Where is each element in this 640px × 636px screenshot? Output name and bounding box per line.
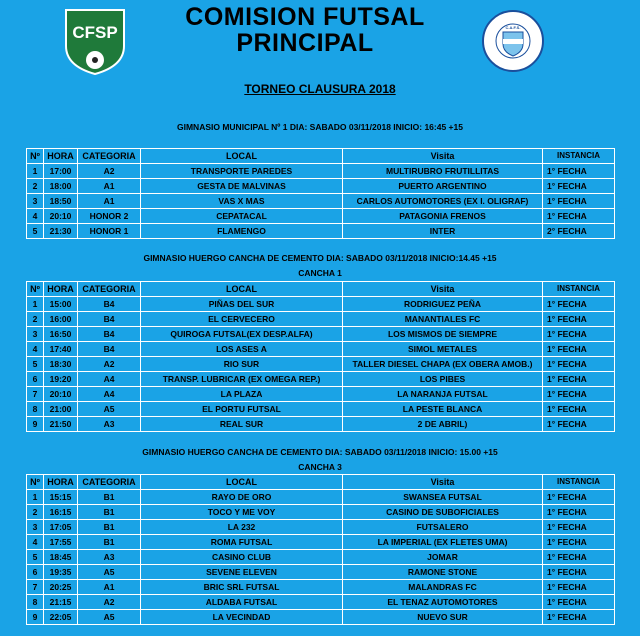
fixture-rows	[27, 164, 615, 239]
court-heading: CANCHA 3	[298, 462, 342, 472]
table-row	[27, 610, 615, 625]
match-visiting-team: 2 DE ABRIL)	[343, 417, 543, 432]
match-number: 5	[27, 550, 44, 565]
col-visita: Visita	[343, 149, 543, 164]
match-local-team: RIO SUR	[141, 357, 343, 372]
match-local-team: TRANSP. LUBRICAR (EX OMEGA REP.)	[141, 372, 343, 387]
col-visita: Visita	[343, 282, 543, 297]
match-instancia: 1° FECHA	[543, 550, 615, 565]
match-local-team: QUIROGA FUTSAL(EX DESP.ALFA)	[141, 327, 343, 342]
table-row	[27, 505, 615, 520]
match-visiting-team: NUEVO SUR	[343, 610, 543, 625]
match-number: 5	[27, 357, 44, 372]
match-time: 15:15	[44, 490, 78, 505]
match-local-team: REAL SUR	[141, 417, 343, 432]
match-instancia: 1° FECHA	[543, 402, 615, 417]
table-row	[27, 297, 615, 312]
match-instancia: 1° FECHA	[543, 342, 615, 357]
match-time: 21:30	[44, 224, 78, 239]
table-row	[27, 179, 615, 194]
match-local-team: EL PORTU FUTSAL	[141, 402, 343, 417]
match-time: 16:15	[44, 505, 78, 520]
match-instancia: 1° FECHA	[543, 164, 615, 179]
match-time: 17:00	[44, 164, 78, 179]
match-category: B4	[78, 342, 141, 357]
match-number: 7	[27, 387, 44, 402]
match-number: 1	[27, 297, 44, 312]
match-time: 18:45	[44, 550, 78, 565]
col-number: Nº	[27, 282, 44, 297]
col-category: CATEGORIA	[78, 475, 141, 490]
match-visiting-team: SWANSEA FUTSAL	[343, 490, 543, 505]
col-instancia: INSTANCIA	[543, 282, 615, 297]
table-row	[27, 357, 615, 372]
col-local: LOCAL	[141, 475, 343, 490]
match-instancia: 1° FECHA	[543, 610, 615, 625]
match-time: 18:50	[44, 194, 78, 209]
match-number: 8	[27, 402, 44, 417]
match-number: 4	[27, 342, 44, 357]
table-row	[27, 312, 615, 327]
table-row	[27, 342, 615, 357]
table-row	[27, 565, 615, 580]
match-category: B1	[78, 505, 141, 520]
match-visiting-team: SIMOL METALES	[343, 342, 543, 357]
col-time: HORA	[44, 475, 78, 490]
match-time: 16:00	[44, 312, 78, 327]
col-number: Nº	[27, 475, 44, 490]
match-number: 4	[27, 209, 44, 224]
match-category: A5	[78, 402, 141, 417]
col-time: HORA	[44, 282, 78, 297]
match-local-team: LA VECINDAD	[141, 610, 343, 625]
col-instancia: INSTANCIA	[543, 149, 615, 164]
match-visiting-team: CASINO DE SUBOFICIALES	[343, 505, 543, 520]
match-visiting-team: INTER	[343, 224, 543, 239]
match-number: 3	[27, 194, 44, 209]
match-instancia: 1° FECHA	[543, 520, 615, 535]
match-visiting-team: LA IMPERIAL (EX FLETES UMA)	[343, 535, 543, 550]
match-category: HONOR 2	[78, 209, 141, 224]
match-local-team: ALDABA FUTSAL	[141, 595, 343, 610]
match-local-team: LA 232	[141, 520, 343, 535]
match-number: 9	[27, 610, 44, 625]
col-local: LOCAL	[141, 149, 343, 164]
match-instancia: 1° FECHA	[543, 595, 615, 610]
match-time: 19:20	[44, 372, 78, 387]
table-header-row	[27, 149, 615, 164]
match-visiting-team: MULTIRUBRO FRUTILLITAS	[343, 164, 543, 179]
match-number: 1	[27, 164, 44, 179]
match-number: 6	[27, 565, 44, 580]
venue-heading: GIMNASIO HUERGO CANCHA DE CEMENTO DIA: SABADO 03/11/2018 INICIO:14.45 +15	[143, 253, 497, 263]
match-local-team: FLAMENGO	[141, 224, 343, 239]
match-visiting-team: LOS PIBES	[343, 372, 543, 387]
page-title	[140, 4, 470, 56]
match-local-team: PIÑAS DEL SUR	[141, 297, 343, 312]
match-local-team: GESTA DE MALVINAS	[141, 179, 343, 194]
venue-heading: GIMNASIO MUNICIPAL Nº 1 DIA: SABADO 03/11/2018 INICIO: 16:45 +15	[177, 122, 463, 132]
match-time: 19:35	[44, 565, 78, 580]
match-category: B4	[78, 297, 141, 312]
match-category: A2	[78, 595, 141, 610]
match-number: 2	[27, 312, 44, 327]
col-time: HORA	[44, 149, 78, 164]
table-header-row	[27, 475, 615, 490]
match-local-team: VAS X MAS	[141, 194, 343, 209]
title-line-2: PRINCIPAL	[236, 29, 374, 57]
match-time: 16:50	[44, 327, 78, 342]
match-category: B4	[78, 327, 141, 342]
match-instancia: 1° FECHA	[543, 194, 615, 209]
page-header	[0, 0, 640, 80]
match-instancia: 1° FECHA	[543, 505, 615, 520]
venue-heading: GIMNASIO HUERGO CANCHA DE CEMENTO DIA: SABADO 03/11/2018 INICIO: 15.00 +15	[142, 447, 498, 457]
match-number: 3	[27, 327, 44, 342]
match-time: 18:00	[44, 179, 78, 194]
match-local-team: ROMA FUTSAL	[141, 535, 343, 550]
match-time: 15:00	[44, 297, 78, 312]
table-row	[27, 387, 615, 402]
match-local-team: EL CERVECERO	[141, 312, 343, 327]
match-instancia: 1° FECHA	[543, 312, 615, 327]
match-local-team: TRANSPORTE PAREDES	[141, 164, 343, 179]
col-number: Nº	[27, 149, 44, 164]
match-category: A1	[78, 179, 141, 194]
match-category: A3	[78, 550, 141, 565]
table-row	[27, 417, 615, 432]
match-visiting-team: MALANDRAS FC	[343, 580, 543, 595]
table-header-row	[27, 282, 615, 297]
match-instancia: 1° FECHA	[543, 387, 615, 402]
col-category: CATEGORIA	[78, 282, 141, 297]
match-visiting-team: RODRIGUEZ PEÑA	[343, 297, 543, 312]
match-visiting-team: PUERTO ARGENTINO	[343, 179, 543, 194]
title-line-1: COMISION FUTSAL	[185, 3, 425, 31]
match-visiting-team: LA PESTE BLANCA	[343, 402, 543, 417]
match-category: A5	[78, 610, 141, 625]
match-local-team: TOCO Y ME VOY	[141, 505, 343, 520]
col-instancia: INSTANCIA	[543, 475, 615, 490]
match-category: A2	[78, 357, 141, 372]
match-time: 21:00	[44, 402, 78, 417]
match-category: B4	[78, 312, 141, 327]
fixture-table	[26, 474, 615, 625]
match-category: A4	[78, 372, 141, 387]
match-instancia: 1° FECHA	[543, 535, 615, 550]
match-time: 22:05	[44, 610, 78, 625]
col-local: LOCAL	[141, 282, 343, 297]
match-visiting-team: RAMONE STONE	[343, 565, 543, 580]
match-time: 18:30	[44, 357, 78, 372]
match-visiting-team: JOMAR	[343, 550, 543, 565]
match-visiting-team: CARLOS AUTOMOTORES (EX I. OLIGRAF)	[343, 194, 543, 209]
table-row	[27, 550, 615, 565]
match-number: 1	[27, 490, 44, 505]
match-number: 7	[27, 580, 44, 595]
match-number: 8	[27, 595, 44, 610]
match-instancia: 1° FECHA	[543, 490, 615, 505]
table-row	[27, 209, 615, 224]
match-number: 9	[27, 417, 44, 432]
match-instancia: 1° FECHA	[543, 209, 615, 224]
match-visiting-team: FUTSALERO	[343, 520, 543, 535]
match-category: B1	[78, 520, 141, 535]
match-local-team: BRIC SRL FUTSAL	[141, 580, 343, 595]
cfsp-logo-text: CFSP	[72, 23, 118, 42]
match-instancia: 1° FECHA	[543, 372, 615, 387]
table-row	[27, 164, 615, 179]
match-time: 17:55	[44, 535, 78, 550]
match-category: HONOR 1	[78, 224, 141, 239]
fixture-table	[26, 281, 615, 432]
table-row	[27, 402, 615, 417]
match-number: 2	[27, 179, 44, 194]
table-row	[27, 520, 615, 535]
match-time: 17:05	[44, 520, 78, 535]
match-instancia: 1° FECHA	[543, 565, 615, 580]
match-time: 17:40	[44, 342, 78, 357]
match-visiting-team: LA NARANJA FUTSAL	[343, 387, 543, 402]
table-row	[27, 327, 615, 342]
match-local-team: CASINO CLUB	[141, 550, 343, 565]
fixture-table	[26, 148, 615, 239]
match-time: 21:15	[44, 595, 78, 610]
court-heading: CANCHA 1	[298, 268, 342, 278]
match-time: 21:50	[44, 417, 78, 432]
match-visiting-team: TALLER DIESEL CHAPA (EX OBERA AMOB.)	[343, 357, 543, 372]
match-visiting-team: PATAGONIA FRENOS	[343, 209, 543, 224]
match-instancia: 2° FECHA	[543, 224, 615, 239]
match-visiting-team: MANANTIALES FC	[343, 312, 543, 327]
table-row	[27, 224, 615, 239]
match-number: 5	[27, 224, 44, 239]
cafs-logo	[482, 10, 544, 72]
match-time: 20:10	[44, 209, 78, 224]
match-local-team: LA PLAZA	[141, 387, 343, 402]
table-row	[27, 490, 615, 505]
table-row	[27, 372, 615, 387]
fixture-rows	[27, 490, 615, 625]
match-local-team: RAYO DE ORO	[141, 490, 343, 505]
match-local-team: LOS ASES A	[141, 342, 343, 357]
match-instancia: 1° FECHA	[543, 297, 615, 312]
cfsp-logo	[60, 6, 130, 76]
match-number: 4	[27, 535, 44, 550]
match-category: A2	[78, 164, 141, 179]
table-row	[27, 194, 615, 209]
match-number: 3	[27, 520, 44, 535]
match-number: 6	[27, 372, 44, 387]
match-category: A1	[78, 194, 141, 209]
tournament-title: TORNEO CLAUSURA 2018	[244, 82, 396, 96]
cafs-logo-abbrev: C.A.F.S.	[505, 25, 521, 30]
match-visiting-team: EL TENAZ AUTOMOTORES	[343, 595, 543, 610]
match-category: A5	[78, 565, 141, 580]
match-category: A4	[78, 387, 141, 402]
match-category: A3	[78, 417, 141, 432]
match-time: 20:10	[44, 387, 78, 402]
match-time: 20:25	[44, 580, 78, 595]
col-category: CATEGORIA	[78, 149, 141, 164]
table-row	[27, 595, 615, 610]
match-category: B1	[78, 490, 141, 505]
col-visita: Visita	[343, 475, 543, 490]
match-instancia: 1° FECHA	[543, 179, 615, 194]
table-row	[27, 580, 615, 595]
table-row	[27, 535, 615, 550]
fixture-rows	[27, 297, 615, 432]
match-visiting-team: LOS MISMOS DE SIEMPRE	[343, 327, 543, 342]
match-local-team: SEVENE ELEVEN	[141, 565, 343, 580]
match-instancia: 1° FECHA	[543, 417, 615, 432]
match-instancia: 1° FECHA	[543, 580, 615, 595]
match-category: A1	[78, 580, 141, 595]
match-local-team: CEPATACAL	[141, 209, 343, 224]
match-instancia: 1° FECHA	[543, 327, 615, 342]
match-category: B1	[78, 535, 141, 550]
match-number: 2	[27, 505, 44, 520]
match-instancia: 1° FECHA	[543, 357, 615, 372]
